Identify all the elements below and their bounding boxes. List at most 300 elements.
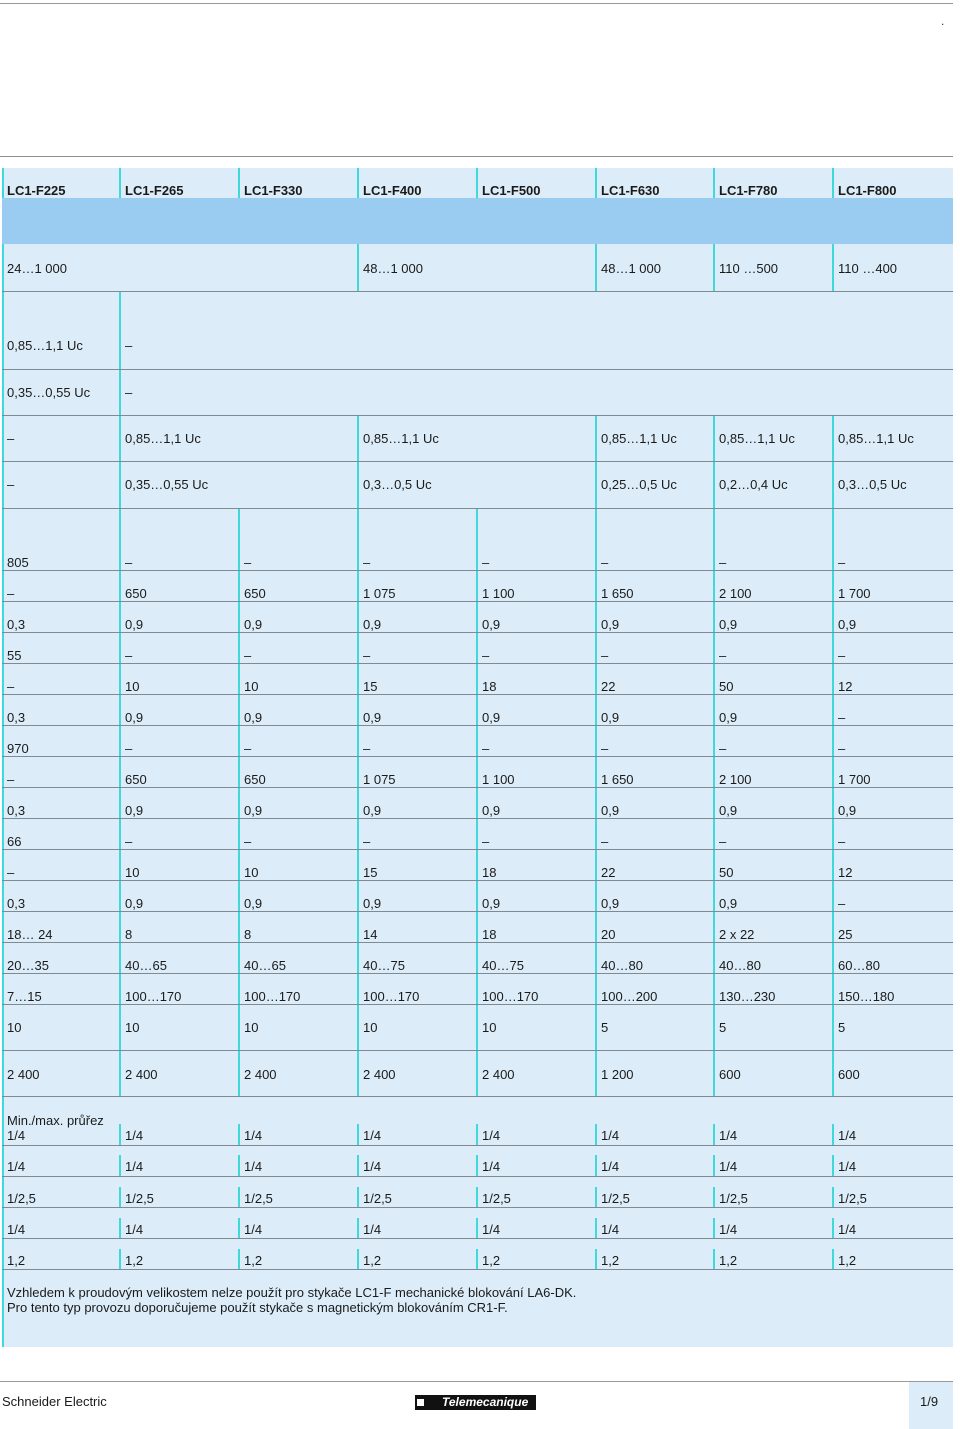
column-divider — [476, 850, 478, 881]
table-cell: 1/2,5 — [244, 1191, 273, 1206]
column-divider — [238, 602, 240, 633]
column-divider — [357, 602, 359, 633]
table-row — [2, 974, 953, 1005]
column-divider — [238, 168, 240, 198]
column-divider — [713, 168, 715, 198]
column-divider — [595, 726, 597, 757]
column-divider — [595, 850, 597, 881]
column-divider — [832, 943, 834, 974]
table-cell: 1/4 — [244, 1128, 263, 1143]
page-number: 1/9 — [920, 1394, 939, 1409]
column-divider — [238, 664, 240, 695]
column-divider — [119, 1124, 121, 1146]
table-cell: 1 100 — [482, 586, 515, 601]
table-row — [2, 244, 953, 292]
column-divider — [595, 571, 597, 602]
column-divider — [476, 1155, 478, 1177]
table-cell: – — [838, 896, 846, 911]
column-divider — [713, 881, 715, 912]
column-divider — [832, 881, 834, 912]
table-cell: – — [363, 555, 371, 570]
table-row — [2, 1146, 953, 1177]
column-divider — [713, 912, 715, 943]
table-row — [2, 292, 953, 370]
table-cell: – — [838, 741, 846, 756]
table-row — [2, 695, 953, 726]
table-cell: 1/4 — [244, 1222, 263, 1237]
table-row — [2, 1005, 953, 1051]
column-divider — [357, 912, 359, 943]
column-divider — [713, 416, 715, 462]
column-divider — [476, 1187, 478, 1208]
table-cell: 0,9 — [601, 617, 620, 632]
column-divider — [119, 881, 121, 912]
column-divider — [713, 819, 715, 850]
table-row — [2, 462, 953, 509]
table-cell: 1 700 — [838, 772, 871, 787]
table-cell: 0,85…1,1 Uc — [363, 431, 439, 446]
column-divider — [476, 1218, 478, 1239]
table-cell: 66 — [7, 834, 22, 849]
column-divider — [832, 726, 834, 757]
column-divider — [357, 1249, 359, 1270]
section-label: Min./max. průřez — [7, 1113, 104, 1128]
table-cell: 0,9 — [125, 617, 144, 632]
column-divider — [832, 1124, 834, 1146]
table-cell: 0,9 — [601, 710, 620, 725]
table-cell: – — [125, 385, 133, 400]
table-cell: 10 — [244, 679, 259, 694]
table-cell: 0,9 — [363, 617, 382, 632]
table-cell: 22 — [601, 865, 616, 880]
table-row — [2, 912, 953, 943]
column-divider — [832, 244, 834, 292]
column-divider — [357, 1005, 359, 1051]
table-row — [2, 819, 953, 850]
table-cell: – — [601, 555, 609, 570]
column-divider — [713, 788, 715, 819]
column-divider — [476, 571, 478, 602]
table-cell: 970 — [7, 741, 29, 756]
column-divider — [832, 1051, 834, 1097]
model-header: LC1-F400 — [363, 183, 422, 198]
table-cell: 100…170 — [363, 989, 420, 1004]
table-cell: 1/2,5 — [7, 1191, 36, 1206]
table-cell: 1 075 — [363, 772, 396, 787]
column-divider — [832, 664, 834, 695]
table-cell: 14 — [363, 927, 378, 942]
column-divider — [238, 974, 240, 1005]
column-divider — [119, 168, 121, 198]
column-divider — [357, 695, 359, 726]
column-divider — [357, 462, 359, 509]
table-cell: 0,9 — [719, 710, 738, 725]
table-cell: 1/4 — [838, 1159, 857, 1174]
table-cell: – — [244, 555, 252, 570]
table-cell: 1/4 — [7, 1128, 26, 1143]
table-cell: – — [838, 834, 846, 849]
column-divider — [476, 757, 478, 788]
table-cell: 0,3…0,5 Uc — [838, 477, 907, 492]
column-divider — [595, 788, 597, 819]
table-cell: 10 — [7, 1020, 22, 1035]
note-line-1: Vzhledem k proudovým velikostem nelze použít pro stykače LC1-F mechanické blokování LA6-DK. — [7, 1285, 577, 1300]
table-cell: – — [363, 834, 371, 849]
column-divider — [713, 1051, 715, 1097]
column-divider — [119, 1249, 121, 1270]
table-cell: 0,9 — [838, 617, 857, 632]
table-cell: 40…75 — [363, 958, 405, 973]
table-cell: 10 — [244, 1020, 259, 1035]
column-divider — [238, 1155, 240, 1177]
table-cell: 2 400 — [125, 1067, 158, 1082]
table-cell: – — [719, 741, 727, 756]
table-cell: 1/2,5 — [601, 1191, 630, 1206]
table-cell: 1,2 — [363, 1253, 382, 1268]
column-divider — [832, 1218, 834, 1239]
table-cell: 8 — [125, 927, 133, 942]
table-row — [2, 370, 953, 416]
column-divider — [476, 726, 478, 757]
table-cell: 1/4 — [363, 1128, 382, 1143]
column-divider — [595, 244, 597, 292]
table-cell: – — [7, 431, 15, 446]
column-divider — [595, 943, 597, 974]
column-divider — [238, 1051, 240, 1097]
table-cell: – — [125, 648, 133, 663]
column-divider — [238, 633, 240, 664]
table-cell: 10 — [125, 865, 140, 880]
table-cell: 50 — [719, 679, 734, 694]
table-row — [2, 943, 953, 974]
table-cell: – — [838, 555, 846, 570]
table-cell: 110 …400 — [838, 261, 898, 276]
table-cell: 1,2 — [244, 1253, 263, 1268]
table-cell: 60…80 — [838, 958, 880, 973]
table-cell: 1/4 — [838, 1128, 857, 1143]
column-divider — [713, 1124, 715, 1146]
table-cell: 1 200 — [601, 1067, 634, 1082]
column-divider — [476, 633, 478, 664]
table-cell: 40…75 — [482, 958, 524, 973]
table-band — [2, 198, 953, 244]
column-divider — [119, 1187, 121, 1208]
table-cell: 18 — [482, 927, 497, 942]
table-cell: 18 — [482, 679, 497, 694]
column-divider — [238, 788, 240, 819]
table-row — [2, 416, 953, 462]
column-divider — [119, 1051, 121, 1097]
table-cell: 0,85…1,1 Uc — [719, 431, 795, 446]
table-cell: 100…170 — [482, 989, 539, 1004]
table-cell: 1/2,5 — [838, 1191, 867, 1206]
column-divider — [119, 819, 121, 850]
column-divider — [595, 633, 597, 664]
column-divider — [476, 602, 478, 633]
column-divider — [476, 168, 478, 198]
table-cell: 650 — [125, 772, 147, 787]
column-divider — [238, 1005, 240, 1051]
table-cell: 0,3 — [7, 710, 26, 725]
column-divider — [832, 788, 834, 819]
table-cell: 15 — [363, 865, 378, 880]
column-divider — [713, 509, 715, 571]
table-cell: 0,85…1,1 Uc — [838, 431, 914, 446]
column-divider — [119, 416, 121, 462]
company-name: Schneider Electric — [2, 1394, 107, 1409]
column-divider — [832, 462, 834, 509]
telemecanique-logo — [415, 1395, 536, 1410]
table-cell: 1,2 — [7, 1253, 26, 1268]
table-cell: 1/4 — [719, 1128, 738, 1143]
table-cell: 2 400 — [244, 1067, 277, 1082]
column-divider — [119, 788, 121, 819]
table-cell: 100…170 — [125, 989, 182, 1004]
column-divider — [357, 509, 359, 571]
table-cell: – — [363, 741, 371, 756]
column-divider — [832, 633, 834, 664]
table-cell: 1 650 — [601, 772, 634, 787]
table-cell: – — [601, 648, 609, 663]
column-divider — [595, 695, 597, 726]
table-cell: 130…230 — [719, 989, 776, 1004]
table-cell: 0,9 — [719, 896, 738, 911]
column-divider — [713, 757, 715, 788]
column-divider — [595, 664, 597, 695]
table-cell: 0,9 — [601, 803, 620, 818]
column-divider — [357, 757, 359, 788]
column-divider — [119, 974, 121, 1005]
table-cell: – — [7, 679, 15, 694]
column-divider — [595, 1249, 597, 1270]
column-divider — [832, 1155, 834, 1177]
table-cell: 0,9 — [719, 803, 738, 818]
table-cell: 1/4 — [7, 1222, 26, 1237]
table-cell: 1/4 — [125, 1128, 144, 1143]
table-row — [2, 726, 953, 757]
column-divider — [595, 168, 597, 198]
column-divider — [119, 571, 121, 602]
column-divider — [119, 1218, 121, 1239]
column-divider — [357, 881, 359, 912]
table-cell: 48…1 000 — [601, 261, 661, 276]
column-divider — [713, 1218, 715, 1239]
table-cell: 5 — [719, 1020, 727, 1035]
table-cell: 2 400 — [363, 1067, 396, 1082]
column-divider — [119, 462, 121, 509]
column-divider — [238, 726, 240, 757]
table-row — [2, 757, 953, 788]
table-cell: 1,2 — [719, 1253, 738, 1268]
table-cell: – — [244, 648, 252, 663]
column-divider — [713, 695, 715, 726]
column-divider — [357, 1155, 359, 1177]
column-divider — [832, 571, 834, 602]
table-cell: – — [719, 555, 727, 570]
column-divider — [238, 509, 240, 571]
column-divider — [713, 974, 715, 1005]
column-divider — [238, 1218, 240, 1239]
table-cell: 1,2 — [482, 1253, 501, 1268]
note-line-2: Pro tento typ provozu doporučujeme použít stykače s magnetickým blokováním CR1-F. — [7, 1300, 508, 1315]
table-cell: 0,9 — [363, 803, 382, 818]
table-cell: 0,35…0,55 Uc — [125, 477, 209, 492]
table-cell: 10 — [125, 679, 140, 694]
table-cell: – — [482, 555, 490, 570]
column-divider — [357, 244, 359, 292]
column-divider — [832, 912, 834, 943]
table-cell: 1/4 — [7, 1159, 26, 1174]
column-divider — [713, 1005, 715, 1051]
table-cell: 2 400 — [7, 1067, 40, 1082]
column-divider — [713, 462, 715, 509]
table-cell: 12 — [838, 865, 853, 880]
table-cell: 600 — [838, 1067, 860, 1082]
column-divider — [713, 571, 715, 602]
column-divider — [476, 943, 478, 974]
table-cell: 0,9 — [719, 617, 738, 632]
column-divider — [357, 664, 359, 695]
table-cell: 0,9 — [838, 803, 857, 818]
column-divider — [595, 974, 597, 1005]
column-divider — [595, 1124, 597, 1146]
column-divider — [595, 462, 597, 509]
table-cell: 1 650 — [601, 586, 634, 601]
table-row — [2, 571, 953, 602]
table-cell: 10 — [482, 1020, 497, 1035]
model-header: LC1-F500 — [482, 183, 541, 198]
table-row — [2, 509, 953, 571]
table-cell: 2 400 — [482, 1067, 515, 1082]
table-cell: 650 — [244, 586, 266, 601]
column-divider — [595, 416, 597, 462]
column-divider — [476, 912, 478, 943]
table-cell: – — [482, 741, 490, 756]
column-divider — [119, 943, 121, 974]
table-cell: 2 100 — [719, 586, 752, 601]
table-cell: 0,85…1,1 Uc — [125, 431, 201, 446]
model-header: LC1-F265 — [125, 183, 184, 198]
column-divider — [357, 819, 359, 850]
table-cell: 0,2…0,4 Uc — [719, 477, 788, 492]
table-cell: 0,9 — [363, 710, 382, 725]
table-cell: 0,9 — [244, 896, 263, 911]
table-cell: 100…170 — [244, 989, 301, 1004]
column-divider — [713, 1187, 715, 1208]
table-cell: 5 — [601, 1020, 609, 1035]
table-cell: – — [601, 834, 609, 849]
column-divider — [713, 726, 715, 757]
column-divider — [357, 633, 359, 664]
table-row — [2, 1097, 953, 1146]
column-divider — [476, 695, 478, 726]
column-divider — [119, 370, 121, 416]
table-cell: 650 — [244, 772, 266, 787]
table-cell: 1/4 — [719, 1222, 738, 1237]
table-cell: 0,9 — [482, 617, 501, 632]
column-divider — [832, 509, 834, 571]
table-cell: 40…80 — [601, 958, 643, 973]
table-cell: – — [838, 710, 846, 725]
table-cell: 20…35 — [7, 958, 49, 973]
table-cell: 0,3 — [7, 617, 26, 632]
table-cell: 10 — [125, 1020, 140, 1035]
table-cell: 1/4 — [601, 1222, 620, 1237]
column-divider — [119, 1155, 121, 1177]
column-divider — [119, 292, 121, 370]
model-header: LC1-F630 — [601, 183, 660, 198]
table-cell: 600 — [719, 1067, 741, 1082]
column-divider — [476, 819, 478, 850]
table-cell: 50 — [719, 865, 734, 880]
model-header: LC1-F330 — [244, 183, 303, 198]
column-divider — [357, 726, 359, 757]
table-row — [2, 788, 953, 819]
table-cell: 18 — [482, 865, 497, 880]
column-divider — [357, 788, 359, 819]
column-divider — [476, 1249, 478, 1270]
column-divider — [238, 819, 240, 850]
table-row — [2, 1239, 953, 1270]
column-divider — [832, 819, 834, 850]
column-divider — [713, 1155, 715, 1177]
table-cell: 10 — [363, 1020, 378, 1035]
column-divider — [476, 788, 478, 819]
table-cell: 110 …500 — [719, 261, 779, 276]
table-cell: – — [838, 648, 846, 663]
table-cell: 20 — [601, 927, 616, 942]
column-divider — [713, 943, 715, 974]
logo-text: Telemecanique — [442, 1395, 529, 1409]
column-divider — [595, 602, 597, 633]
column-divider — [476, 974, 478, 1005]
table-cell: 2 100 — [719, 772, 752, 787]
column-divider — [713, 244, 715, 292]
column-divider — [595, 819, 597, 850]
table-cell: 1/4 — [601, 1128, 620, 1143]
table-row — [2, 633, 953, 664]
table-cell: 10 — [244, 865, 259, 880]
column-divider — [119, 1005, 121, 1051]
table-cell: 0,3…0,5 Uc — [363, 477, 432, 492]
column-divider — [357, 1124, 359, 1146]
table-cell: 1/2,5 — [363, 1191, 392, 1206]
table-cell: 2 x 22 — [719, 927, 755, 942]
table-cell: – — [601, 741, 609, 756]
table-cell: 48…1 000 — [363, 261, 423, 276]
table-cell: – — [7, 772, 15, 787]
table-cell: – — [7, 477, 15, 492]
table-cell: – — [363, 648, 371, 663]
column-divider — [476, 1005, 478, 1051]
column-divider — [119, 664, 121, 695]
table-cell: 40…80 — [719, 958, 761, 973]
column-divider — [357, 168, 359, 198]
header-mark: . — [941, 14, 945, 28]
table-cell: 1/4 — [363, 1159, 382, 1174]
column-divider — [357, 943, 359, 974]
column-divider — [595, 1187, 597, 1208]
column-divider — [595, 1005, 597, 1051]
column-divider — [476, 881, 478, 912]
column-divider — [238, 757, 240, 788]
table-row — [2, 602, 953, 633]
table-cell: 0,3 — [7, 803, 26, 818]
table-cell: 0,85…1,1 Uc — [601, 431, 677, 446]
column-divider — [713, 1249, 715, 1270]
column-divider — [357, 1187, 359, 1208]
table-cell: 1/4 — [363, 1222, 382, 1237]
